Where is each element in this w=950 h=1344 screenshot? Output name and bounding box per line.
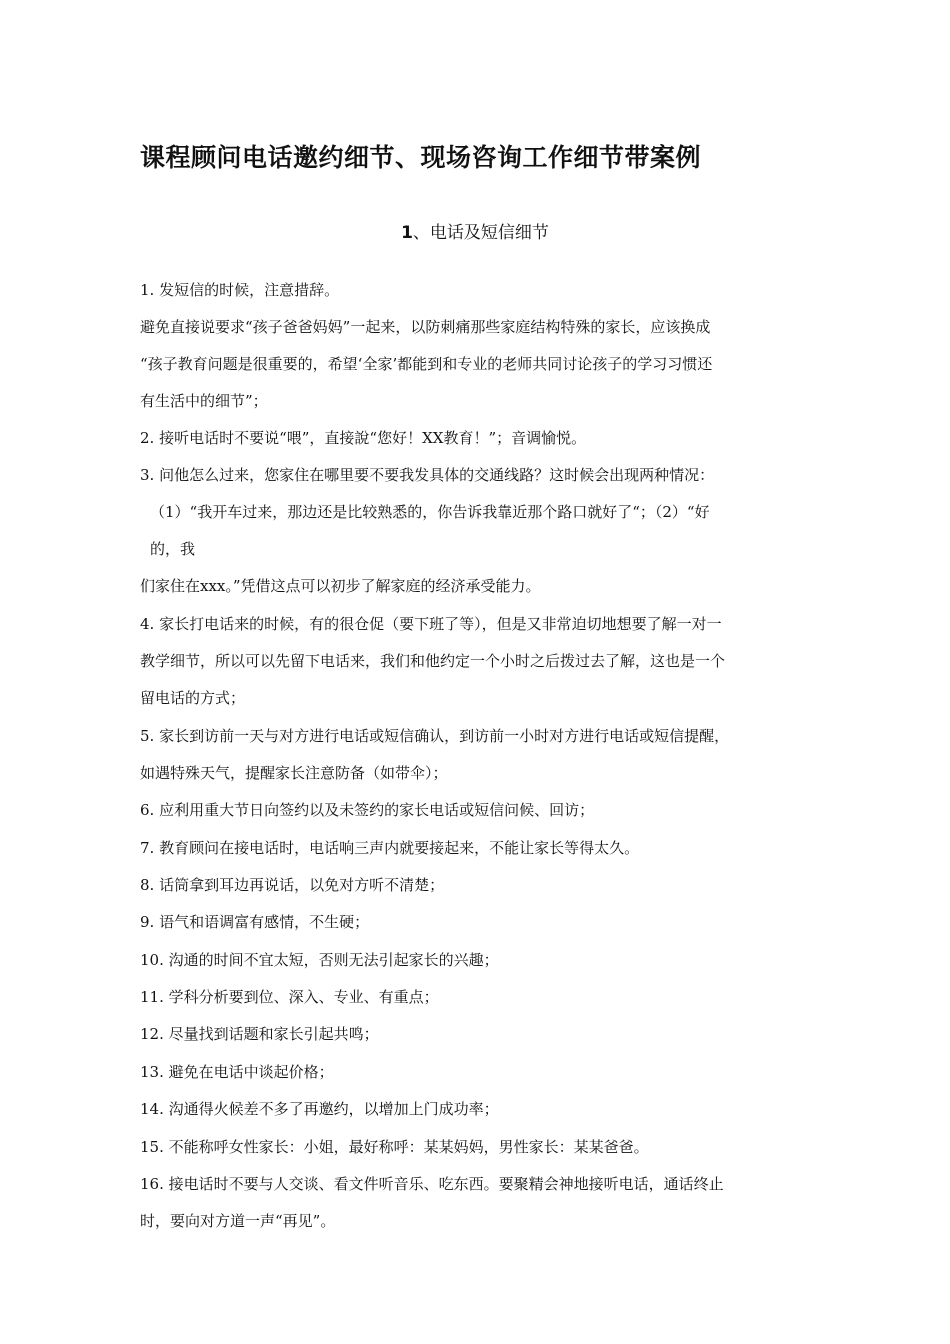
paragraph-line: 3. 问他怎么过来，您家住在哪里要不要我发具体的交通线路？这时候会出现两种情况： — [140, 466, 715, 484]
paragraph-line: 5. 家长到访前一天与对方进行电话或短信确认，到访前一小时对方进行电话或短信提醒， — [140, 727, 730, 745]
paragraph-line: 10. 沟通的时间不宜太短，否则无法引起家长的兴趣； — [140, 951, 499, 969]
paragraph-line: 留电话的方式； — [140, 689, 246, 707]
paragraph-line: 9. 语气和语调富有感情，不生硬； — [140, 913, 370, 931]
paragraph-line: 教学细节，所以可以先留下电话来，我们和他约定一个小时之后拨过去了解，这也是一个 — [140, 652, 726, 670]
paragraph-line: 如遇特殊天气，提醒家长注意防备（如带伞）； — [140, 764, 448, 782]
paragraph-line: 4. 家长打电话来的时候，有的很仓促（要下班了等），但是又非常迫切地想要了解一对一 — [140, 615, 722, 633]
paragraph-line: 12. 尽量找到话题和家长引起共鸣； — [140, 1025, 379, 1043]
section-number: 1 — [401, 223, 413, 243]
paragraph-line: 时，要向对方道一声“再见”。 — [140, 1212, 336, 1230]
paragraph-line: （1）“我开车过来，那边还是比较熟悉的，你告诉我靠近那个路口就好了“；（2）“好 — [150, 503, 710, 521]
paragraph-line: 13. 避免在电话中谈起价格； — [140, 1063, 334, 1081]
paragraph-line: 2. 接听电话时不要说“喂”，直接說“您好！XX教育！”；音调愉悦。 — [140, 429, 587, 447]
document-title: 课程顾问电话邀约细节、现场咨询工作细节带案例 — [140, 143, 702, 172]
paragraph-line: 6. 应利用重大节日向签约以及未签约的家长电话或短信问候、回访； — [140, 801, 595, 819]
paragraph-line: 14. 沟通得火候差不多了再邀约，以增加上门成功率； — [140, 1100, 499, 1118]
paragraph-line: 有生活中的细节”； — [140, 392, 268, 410]
paragraph-line: 7. 教育顾问在接电话时，电话响三声内就要接起来，不能让家长等得太久。 — [140, 839, 640, 857]
paragraph-line: 8. 话筒拿到耳边再说话，以免对方听不清楚； — [140, 876, 445, 894]
paragraph-line: 避免直接说要求“孩子爸爸妈妈”一起来，以防刺痛那些家庭结构特殊的家长，应该换成 — [140, 318, 711, 336]
paragraph-line: 16. 接电话时不要与人交谈、看文件听音乐、吃东西。要聚精会神地接听电话，通话终止 — [140, 1175, 724, 1193]
paragraph-line: 们家住在xxx。”凭借这点可以初步了解家庭的经济承受能力。 — [140, 577, 541, 595]
paragraph-line: 的，我 — [150, 540, 196, 558]
section-heading-text: 、电话及短信细节 — [412, 223, 549, 243]
paragraph-line: 11. 学科分析要到位、深入、专业、有重点； — [140, 988, 439, 1006]
paragraph-line: 1. 发短信的时候，注意措辞。 — [140, 281, 340, 299]
section-heading — [0, 218, 950, 243]
paragraph-line: 15. 不能称呼女性家长：小姐，最好称呼：某某妈妈，男性家长：某某爸爸。 — [140, 1138, 649, 1156]
paragraph-line: “孩子教育问题是很重要的，希望‘全家’都能到和专业的老师共同讨论孩子的学习习惯还 — [140, 355, 713, 373]
